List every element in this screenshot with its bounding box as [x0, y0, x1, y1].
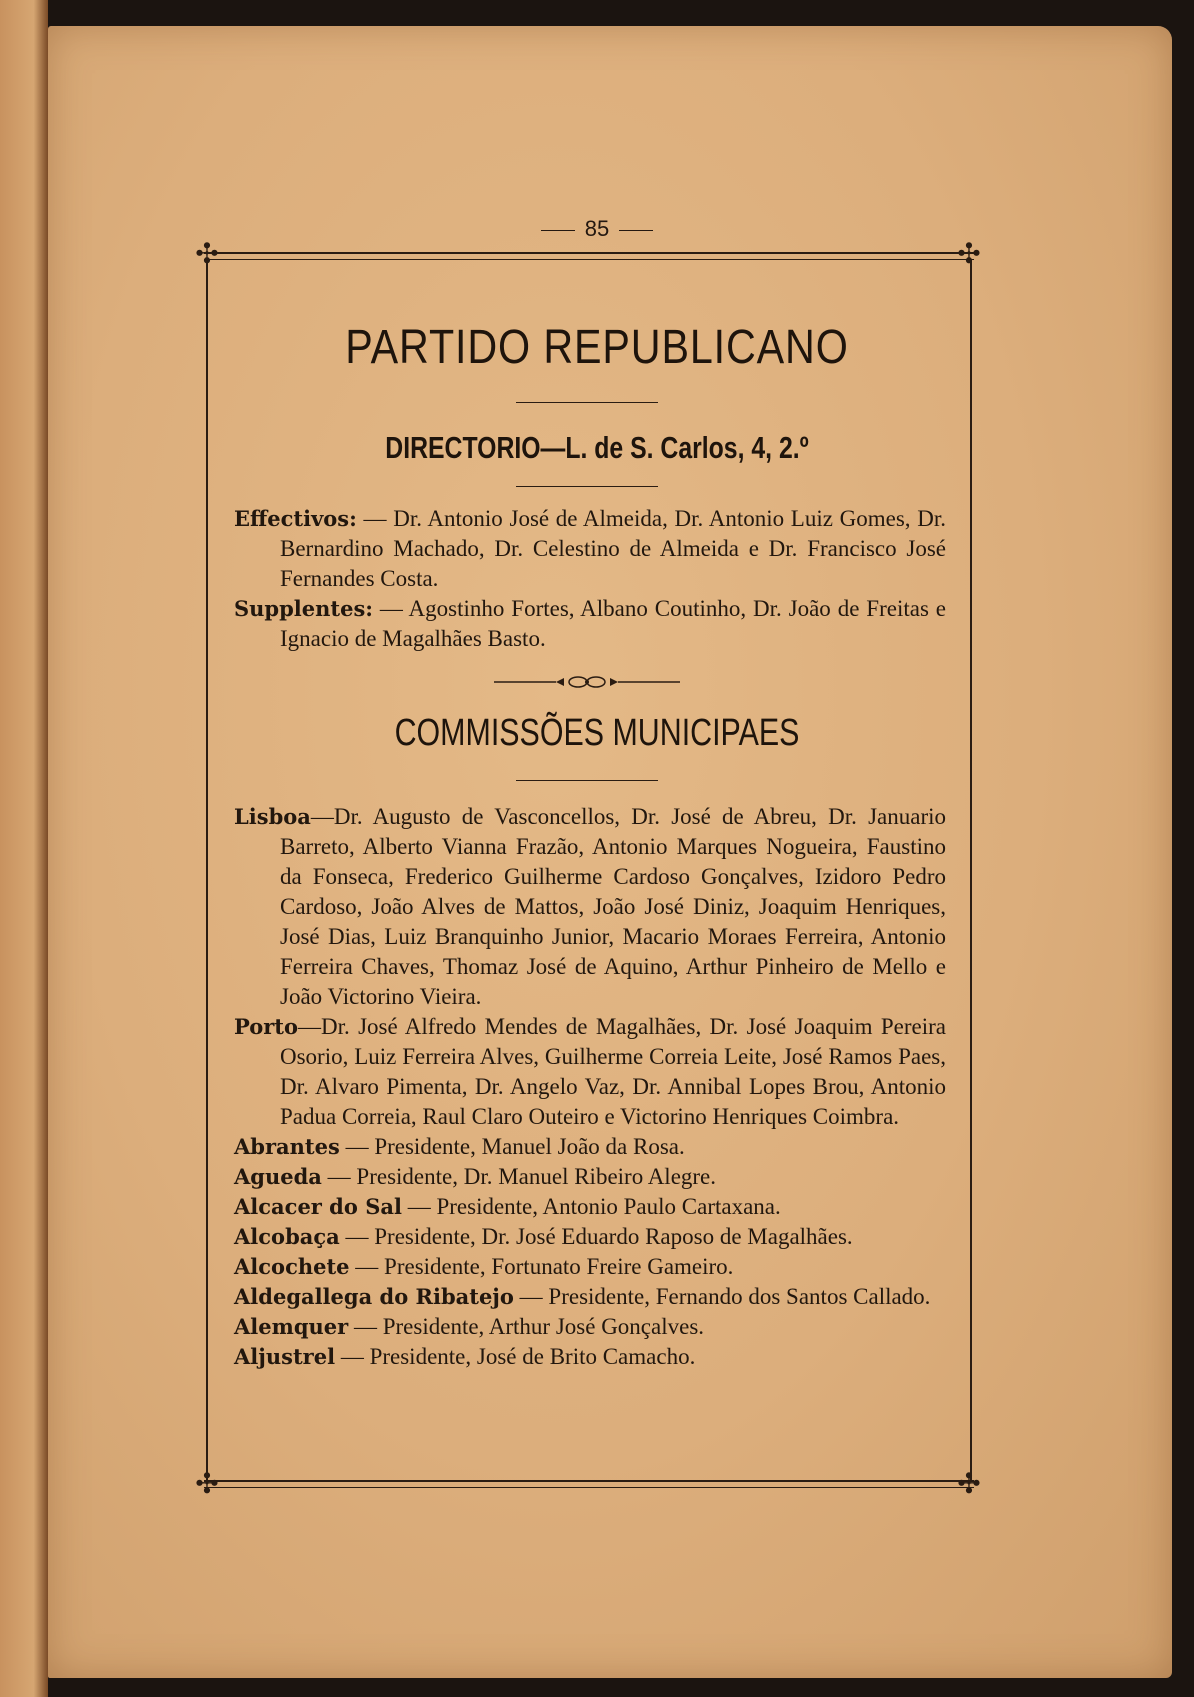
directorio-heading: DIRECTORIO—L. de S. Carlos, 4, 2.º	[385, 430, 809, 465]
entry-label: Porto	[234, 1014, 299, 1039]
entry-text: — Presidente, Fernando dos Santos Callado.	[513, 1284, 931, 1309]
commission-entry	[234, 1342, 946, 1372]
commission-entry	[234, 802, 946, 1012]
entry-label: Alcochete	[234, 1254, 350, 1279]
entry-text: — Dr. Antonio José de Almeida, Dr. Antonio Luiz Gomes, Dr. Bernardino Machado, Dr. Celestino de Almeida e Dr. Francisco José Fernandes Costa.	[280, 506, 946, 591]
commission-entry	[234, 1252, 946, 1282]
entry-label: Alemquer	[234, 1314, 349, 1339]
corner-ornament-icon: ✣	[195, 239, 219, 270]
divider-rule	[516, 486, 658, 487]
entry-label: Lisboa	[234, 804, 311, 829]
entry-label: Alcobaça	[234, 1224, 340, 1249]
entry-label: Alcacer do Sal	[234, 1194, 402, 1219]
divider-ornament-icon	[494, 674, 680, 690]
entry-label: Aldegallega do Ribatejo	[234, 1284, 514, 1309]
commissions-block	[234, 802, 946, 1372]
directorio-entry	[234, 504, 946, 594]
entry-text: — Presidente, Manuel João da Rosa.	[339, 1134, 685, 1159]
corner-ornament-icon: ✣	[957, 239, 981, 270]
directorio-block	[234, 504, 946, 654]
entry-text: —Dr. Augusto de Vasconcellos, Dr. José de Abreu, Dr. Januario Barreto, Alberto Vianna Frazão, Antonio Marques Nogueira, Faustino da Fonseca, Frederico Guilherme Cardoso Gonçalves, Izidoro Pedro Cardoso, João Alves de Mattos, João José Diniz, Joaquim Henriques, José Dias, Luiz Branquinho Junior, Macario Moraes Ferreira, Antonio Ferreira Chaves, Thomaz José de Aquino, Arthur Pinheiro de Mello e João Victorino Vieira.	[280, 804, 946, 1009]
entry-text: — Presidente, Dr. José Eduardo Raposo de Magalhães.	[339, 1224, 853, 1249]
page-number-text: 85	[584, 216, 610, 241]
entry-label: Effectivos:	[234, 506, 357, 531]
commission-entry	[234, 1192, 946, 1222]
entry-text: — Presidente, Dr. Manuel Ribeiro Alegre.	[321, 1164, 717, 1189]
directorio-entry	[234, 594, 946, 654]
section-heading: COMMISSÕES MUNICIPAES	[394, 712, 800, 754]
corner-ornament-icon: ✣	[957, 1469, 981, 1500]
divider-rule	[516, 402, 658, 403]
page-number-dash	[619, 230, 653, 231]
entry-text: — Presidente, Arthur José Gonçalves.	[348, 1314, 705, 1339]
commission-entry	[234, 1282, 946, 1312]
entry-text: — Presidente, Fortunato Freire Gameiro.	[349, 1254, 734, 1279]
entry-label: Aljustrel	[234, 1344, 336, 1369]
entry-label: Supplentes:	[234, 596, 374, 621]
entry-text: — Presidente, José de Brito Camacho.	[335, 1344, 696, 1369]
corner-ornament-icon: ✣	[195, 1469, 219, 1500]
entry-text: — Presidente, Antonio Paulo Cartaxana.	[401, 1194, 781, 1219]
entry-label: Agueda	[234, 1164, 322, 1189]
page-number-dash	[541, 230, 575, 231]
commission-entry	[234, 1222, 946, 1252]
entry-text: —Dr. José Alfredo Mendes de Magalhães, Dr. José Joaquim Pereira Osorio, Luiz Ferreira Alves, Guilherme Correia Leite, José Ramos Paes, Dr. Alvaro Pimenta, Dr. Angelo Vaz, Dr. Annibal Lopes Brou, Antonio Padua Correia, Raul Claro Outeiro e Victorino Henriques Coimbra.	[280, 1014, 946, 1129]
page-title: PARTIDO REPUBLICANO	[345, 321, 849, 374]
commission-entry	[234, 1312, 946, 1342]
adjacent-page-edge	[0, 0, 48, 1697]
divider-rule	[516, 780, 658, 781]
commission-entry	[234, 1012, 946, 1132]
page-number	[0, 216, 1194, 242]
entry-label: Abrantes	[234, 1134, 340, 1159]
entry-text: — Agostinho Fortes, Albano Coutinho, Dr. João de Freitas e Ignacio de Magalhães Basto.	[280, 596, 946, 651]
commission-entry	[234, 1132, 946, 1162]
commission-entry	[234, 1162, 946, 1192]
